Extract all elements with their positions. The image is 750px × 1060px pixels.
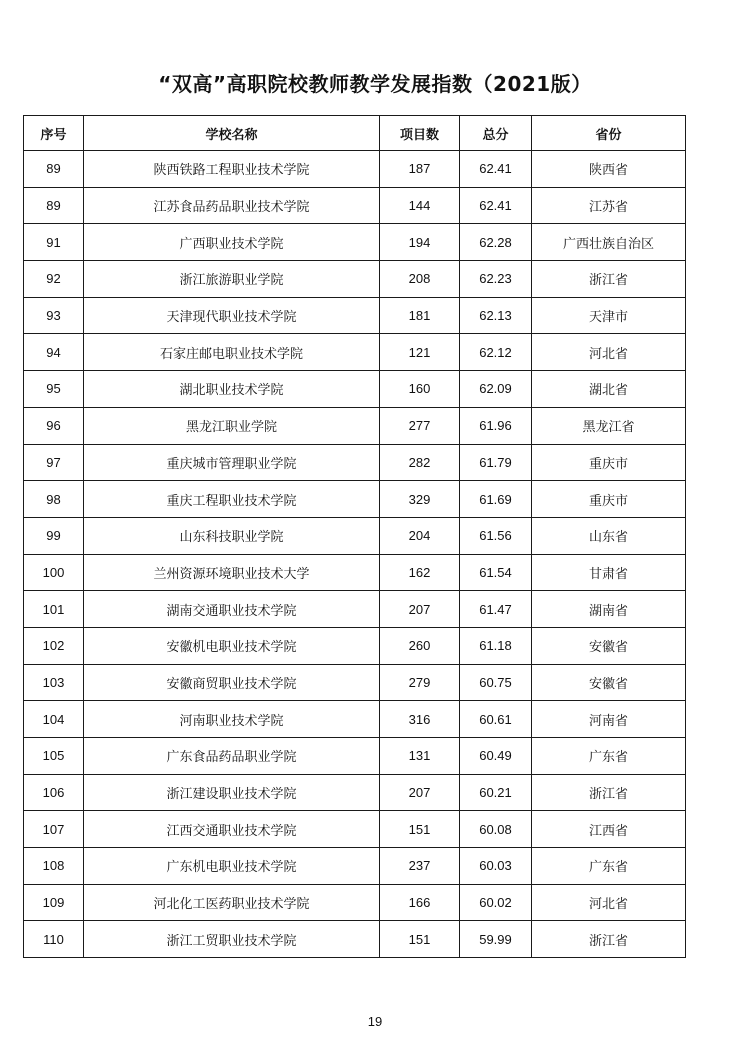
- cell-school-name: 兰州资源环境职业技术大学: [84, 554, 380, 591]
- cell-total-score: 62.41: [460, 187, 532, 224]
- cell-rank: 91: [24, 224, 84, 261]
- table-row: [24, 187, 686, 224]
- header-project-count: 项目数: [380, 116, 460, 151]
- cell-school-name: 安徽商贸职业技术学院: [84, 664, 380, 701]
- cell-province: 广西壮族自治区: [532, 224, 686, 261]
- cell-project-count: 166: [380, 884, 460, 921]
- cell-province: 河北省: [532, 334, 686, 371]
- cell-total-score: 60.08: [460, 811, 532, 848]
- cell-total-score: 60.03: [460, 848, 532, 885]
- table-body: [24, 151, 686, 958]
- table-row: [24, 884, 686, 921]
- header-school-name: 学校名称: [84, 116, 380, 151]
- table-row: [24, 224, 686, 261]
- cell-project-count: 207: [380, 774, 460, 811]
- table-row: [24, 774, 686, 811]
- cell-total-score: 61.56: [460, 517, 532, 554]
- cell-rank: 93: [24, 297, 84, 334]
- cell-school-name: 河南职业技术学院: [84, 701, 380, 738]
- cell-project-count: 144: [380, 187, 460, 224]
- cell-province: 浙江省: [532, 774, 686, 811]
- cell-project-count: 194: [380, 224, 460, 261]
- cell-total-score: 62.23: [460, 261, 532, 298]
- header-rank: 序号: [24, 116, 84, 151]
- table-row: [24, 297, 686, 334]
- cell-province: 浙江省: [532, 261, 686, 298]
- cell-school-name: 重庆城市管理职业学院: [84, 444, 380, 481]
- cell-project-count: 207: [380, 591, 460, 628]
- cell-project-count: 277: [380, 407, 460, 444]
- cell-total-score: 62.41: [460, 151, 532, 188]
- cell-rank: 96: [24, 407, 84, 444]
- table-row: [24, 627, 686, 664]
- cell-total-score: 61.18: [460, 627, 532, 664]
- cell-province: 湖北省: [532, 371, 686, 408]
- header-total-score: 总分: [460, 116, 532, 151]
- table-row: [24, 261, 686, 298]
- cell-project-count: 160: [380, 371, 460, 408]
- cell-total-score: 62.28: [460, 224, 532, 261]
- ranking-table: [23, 115, 686, 958]
- cell-rank: 95: [24, 371, 84, 408]
- cell-project-count: 282: [380, 444, 460, 481]
- cell-school-name: 重庆工程职业技术学院: [84, 481, 380, 518]
- cell-province: 黑龙江省: [532, 407, 686, 444]
- cell-school-name: 浙江旅游职业学院: [84, 261, 380, 298]
- table-row: [24, 407, 686, 444]
- cell-province: 浙江省: [532, 921, 686, 958]
- cell-rank: 100: [24, 554, 84, 591]
- cell-project-count: 131: [380, 738, 460, 775]
- cell-rank: 104: [24, 701, 84, 738]
- cell-school-name: 浙江工贸职业技术学院: [84, 921, 380, 958]
- cell-rank: 94: [24, 334, 84, 371]
- cell-project-count: 162: [380, 554, 460, 591]
- cell-rank: 89: [24, 151, 84, 188]
- cell-province: 甘肃省: [532, 554, 686, 591]
- cell-project-count: 260: [380, 627, 460, 664]
- cell-project-count: 151: [380, 811, 460, 848]
- cell-rank: 106: [24, 774, 84, 811]
- cell-school-name: 浙江建设职业技术学院: [84, 774, 380, 811]
- table-header-row: [24, 116, 686, 151]
- cell-school-name: 黑龙江职业学院: [84, 407, 380, 444]
- cell-province: 重庆市: [532, 444, 686, 481]
- table-row: [24, 664, 686, 701]
- cell-rank: 105: [24, 738, 84, 775]
- cell-school-name: 安徽机电职业技术学院: [84, 627, 380, 664]
- cell-project-count: 151: [380, 921, 460, 958]
- cell-school-name: 江西交通职业技术学院: [84, 811, 380, 848]
- table-row: [24, 371, 686, 408]
- cell-school-name: 天津现代职业技术学院: [84, 297, 380, 334]
- cell-rank: 109: [24, 884, 84, 921]
- table-row: [24, 481, 686, 518]
- cell-project-count: 181: [380, 297, 460, 334]
- table-row: [24, 444, 686, 481]
- cell-rank: 101: [24, 591, 84, 628]
- cell-province: 山东省: [532, 517, 686, 554]
- cell-rank: 92: [24, 261, 84, 298]
- cell-total-score: 62.09: [460, 371, 532, 408]
- table-row: [24, 334, 686, 371]
- table-row: [24, 554, 686, 591]
- table-row: [24, 151, 686, 188]
- cell-province: 重庆市: [532, 481, 686, 518]
- cell-project-count: 329: [380, 481, 460, 518]
- cell-project-count: 187: [380, 151, 460, 188]
- cell-total-score: 60.61: [460, 701, 532, 738]
- cell-province: 江西省: [532, 811, 686, 848]
- cell-school-name: 广东机电职业技术学院: [84, 848, 380, 885]
- cell-province: 广东省: [532, 738, 686, 775]
- cell-rank: 102: [24, 627, 84, 664]
- cell-rank: 97: [24, 444, 84, 481]
- cell-school-name: 湖北职业技术学院: [84, 371, 380, 408]
- header-province: 省份: [532, 116, 686, 151]
- cell-province: 河南省: [532, 701, 686, 738]
- table-row: [24, 701, 686, 738]
- cell-total-score: 61.47: [460, 591, 532, 628]
- table-row: [24, 921, 686, 958]
- cell-province: 江苏省: [532, 187, 686, 224]
- cell-school-name: 山东科技职业学院: [84, 517, 380, 554]
- cell-province: 安徽省: [532, 664, 686, 701]
- cell-project-count: 279: [380, 664, 460, 701]
- cell-total-score: 60.49: [460, 738, 532, 775]
- cell-rank: 107: [24, 811, 84, 848]
- cell-total-score: 60.75: [460, 664, 532, 701]
- cell-school-name: 陕西铁路工程职业技术学院: [84, 151, 380, 188]
- cell-school-name: 广东食品药品职业学院: [84, 738, 380, 775]
- cell-project-count: 204: [380, 517, 460, 554]
- cell-total-score: 61.69: [460, 481, 532, 518]
- cell-school-name: 河北化工医药职业技术学院: [84, 884, 380, 921]
- page-number: 19: [367, 1014, 383, 1029]
- cell-project-count: 208: [380, 261, 460, 298]
- cell-total-score: 59.99: [460, 921, 532, 958]
- table-row: [24, 811, 686, 848]
- cell-project-count: 316: [380, 701, 460, 738]
- table-row: [24, 517, 686, 554]
- cell-rank: 89: [24, 187, 84, 224]
- cell-rank: 108: [24, 848, 84, 885]
- cell-total-score: 62.13: [460, 297, 532, 334]
- cell-province: 湖南省: [532, 591, 686, 628]
- page-title: “双高”高职院校教师教学发展指数（2021版）: [158, 72, 592, 96]
- table-row: [24, 738, 686, 775]
- cell-rank: 103: [24, 664, 84, 701]
- table-row: [24, 591, 686, 628]
- cell-school-name: 广西职业技术学院: [84, 224, 380, 261]
- cell-school-name: 石家庄邮电职业技术学院: [84, 334, 380, 371]
- cell-total-score: 61.79: [460, 444, 532, 481]
- cell-school-name: 湖南交通职业技术学院: [84, 591, 380, 628]
- cell-province: 陕西省: [532, 151, 686, 188]
- cell-total-score: 61.54: [460, 554, 532, 591]
- cell-rank: 99: [24, 517, 84, 554]
- cell-province: 安徽省: [532, 627, 686, 664]
- cell-total-score: 60.21: [460, 774, 532, 811]
- cell-school-name: 江苏食品药品职业技术学院: [84, 187, 380, 224]
- cell-province: 河北省: [532, 884, 686, 921]
- cell-province: 天津市: [532, 297, 686, 334]
- cell-province: 广东省: [532, 848, 686, 885]
- cell-total-score: 60.02: [460, 884, 532, 921]
- cell-total-score: 61.96: [460, 407, 532, 444]
- cell-total-score: 62.12: [460, 334, 532, 371]
- cell-project-count: 121: [380, 334, 460, 371]
- cell-rank: 110: [24, 921, 84, 958]
- cell-rank: 98: [24, 481, 84, 518]
- table-row: [24, 848, 686, 885]
- cell-project-count: 237: [380, 848, 460, 885]
